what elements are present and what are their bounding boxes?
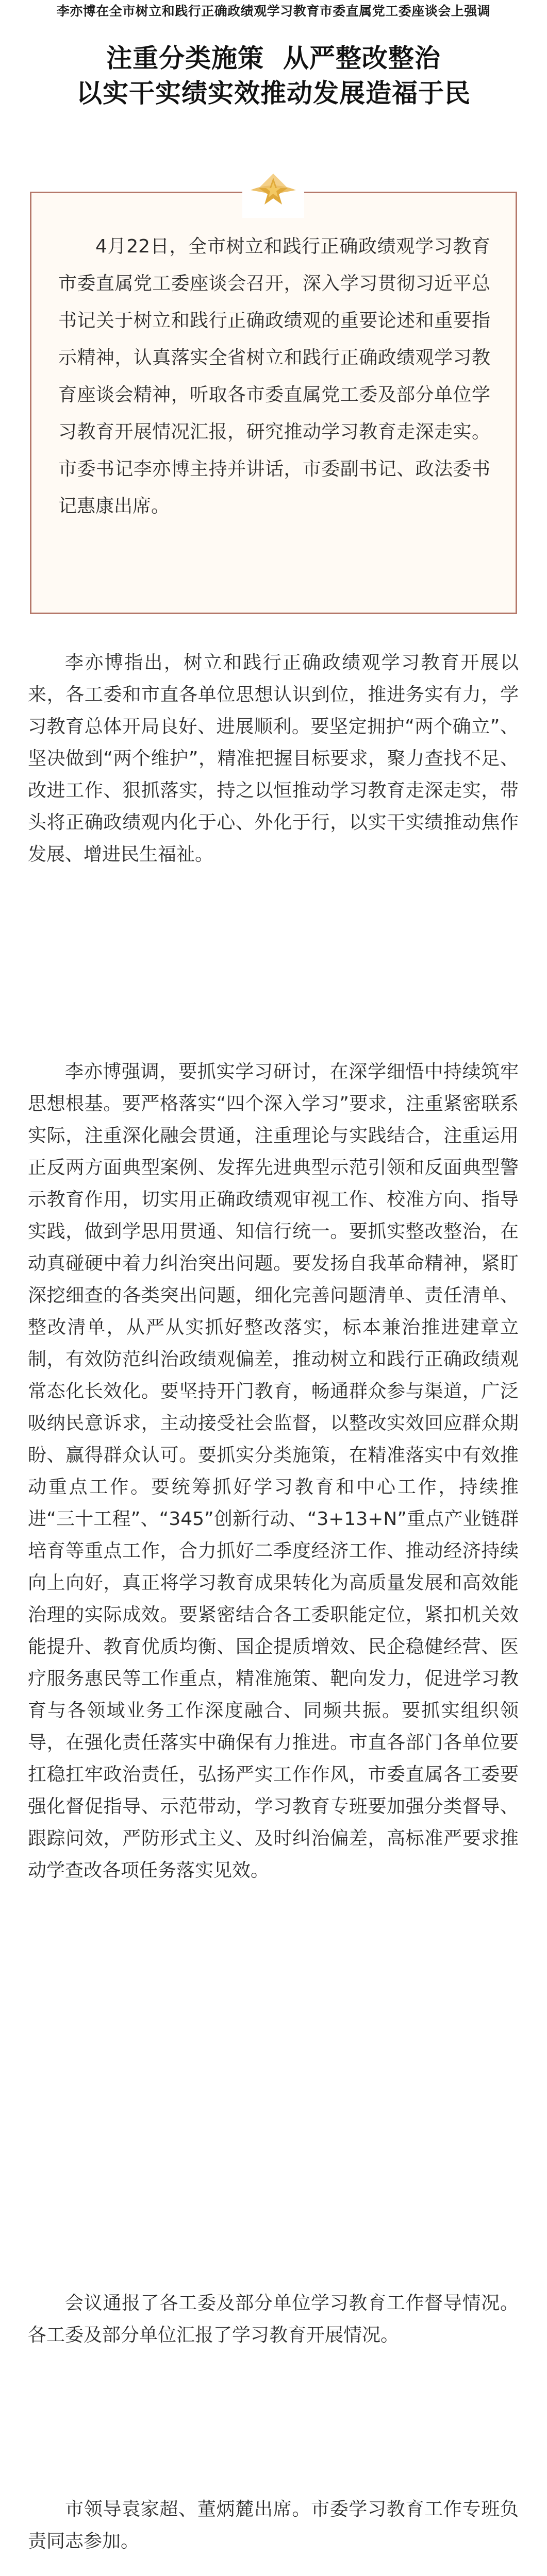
body-paragraph-4: 市领导袁家超、董炳麓出席。市委学习教育工作专班负责同志参加。 xyxy=(28,2499,519,2552)
body-paragraph-1: 李亦博指出，树立和践行正确政绩观学习教育开展以来，各工委和市直各单位思想认识到位，推进务实有力，学习教育总体开局良好、进展顺利。要坚定拥护“两个确立”、坚决做到“两个维护”，精准把握目标要求，聚力查找不足、改进工作、狠抓落实，持之以恒推动学习教育走深走实，带头将正确政绩观内化于心、外化于行，以实干实绩推动焦作发展、增进民生福祉。 xyxy=(28,652,519,865)
article-title-line2: 以实干实绩实效推动发展造福于民 xyxy=(76,78,471,108)
gold-star-badge-icon xyxy=(242,166,304,218)
body-paragraph-2: 李亦博强调，要抓实学习研讨，在深学细悟中持续筑牢思想根基。要严格落实“四个深入学习”要求，注重紧密联系实际，注重深化融会贯通，注重理论与实践结合，注重运用正反两方面典型案例、发挥先进典型示范引领和反面典型警示教育作用，切实用正确政绩观审视工作、校准方向、指导实践，做到学思用贯通、知信行统一。要抓实整改整治，在动真碰硬中着力纠治突出问题。要发扬自我革命精神，紧盯深挖细查的各类突出问题，细化完善问题清单、责任清单、整改清单，从严从实抓好整改落实，标本兼治推进建章立制，有效防范纠治政绩观偏差，推动树立和践行正确政绩观常态化长效化。要坚持开门教育，畅通群众参与渠道，广泛吸纳民意诉求，主动接受社会监督，以整改实效回应群众期盼、赢得群众认可。要抓实分类施策，在精准落实中有效推动重点工作。要统筹抓好学习教育和中心工作，持续推进“三十工程”、“345”创新行动、“3+13+N”重点产业链群培育等重点工作，合力抓好二季度经济工作、推动经济持续向上向好，真正将学习教育成果转化为高质量发展和高效能治理的实际成效。要紧密结合各工委职能定位，紧扣机关效能提升、教育优质均衡、国企提质增效、民企稳健经营、医疗服务惠民等工作重点，精准施策、靶向发力，促进学习教育与各领域业务工作深度融合、同频共振。要抓实组织领导，在强化责任落实中确保有力推进。市直各部门各单位要扛稳扛牢政治责任，弘扬严实工作作风，市委直属各工委要强化督促指导、示范带动，学习教育专班要加强分类督导、跟踪问效，严防形式主义、及时纠治偏差，高标准严要求推动学查改各项任务落实见效。 xyxy=(28,1061,519,1881)
intro-box xyxy=(30,192,517,614)
article-title-line1: 注重分类施策 从严整改整治 xyxy=(106,43,441,73)
intro-text: 4月22日，全市树立和践行正确政绩观学习教育市委直属党工委座谈会召开，深入学习贯彻习近平总书记关于树立和践行正确政绩观的重要论述和重要指示精神，认真落实全省树立和践行正确政绩观学习教育座谈会精神，听取各市委直属党工委及部分单位学习教育开展情况汇报，研究推动学习教育走深走实。市委书记李亦博主持并讲话，市委副书记、政法委书记惠康出席。 xyxy=(58,236,490,517)
article-subtitle: 李亦博在全市树立和践行正确政绩观学习教育市委直属党工委座谈会上强调 xyxy=(56,4,491,19)
body-paragraph-3: 会议通报了各工委及部分单位学习教育工作督导情况。各工委及部分单位汇报了学习教育开展情况。 xyxy=(28,2293,519,2346)
